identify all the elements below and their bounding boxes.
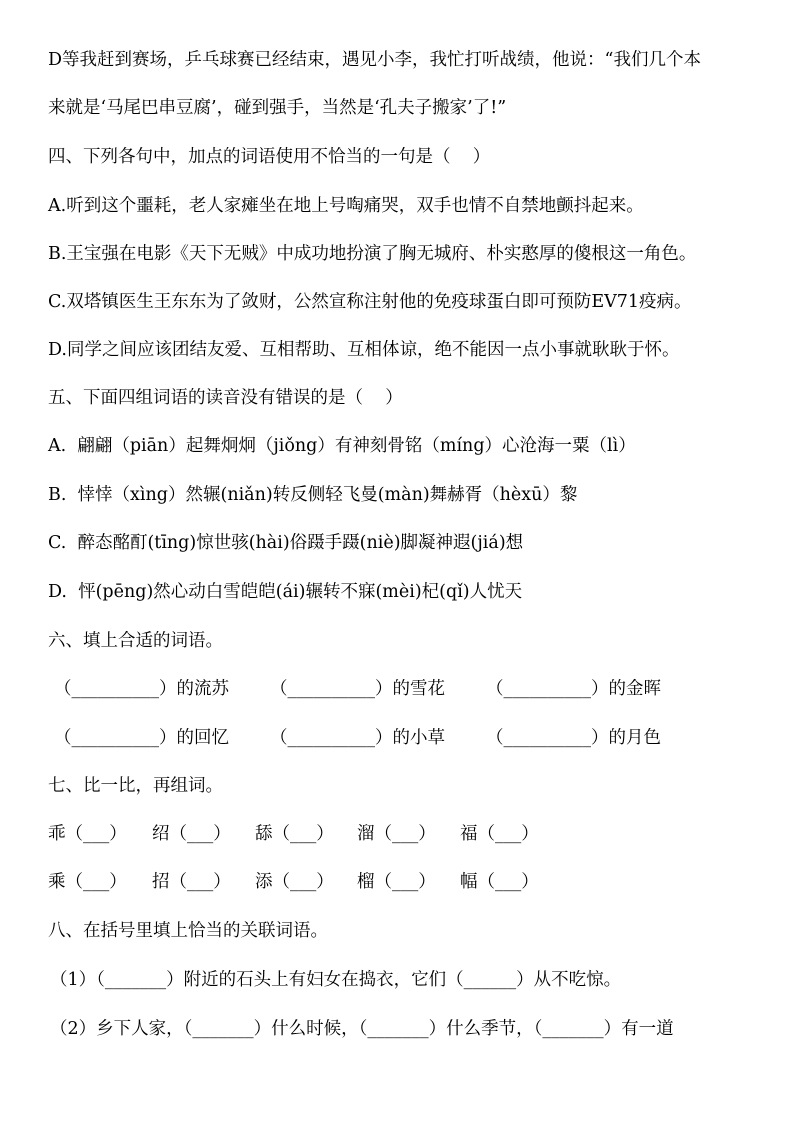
q7-item[interactable]: 绍（___） bbox=[152, 824, 231, 844]
q7-row-2 bbox=[48, 870, 758, 1038]
q4-option-d: D.同学之间应该团结友爱、互相帮助、互相体谅，绝不能因一点小事就耿耿于怀。 bbox=[48, 340, 680, 360]
q7-item[interactable]: 舔（___） bbox=[255, 824, 334, 844]
q7-item[interactable]: 招（___） bbox=[152, 872, 231, 892]
q4-option-a: A.听到这个噩耗，老人家瘫坐在地上号啕痛哭，双手也情不自禁地颤抖起来。 bbox=[48, 196, 644, 216]
q5-option-a: A. 翩翩（piān）起舞炯炯（jiǒng）有神刻骨铭（míng）心沧海一粟（lì） bbox=[48, 436, 636, 456]
q5-option-b: B. 悻悻（xìng）然辗(niǎn)转反侧轻飞曼(màn)舞赫胥（hèxū）黎 bbox=[48, 485, 578, 505]
q8-title: 八、在括号里填上恰当的关联词语。 bbox=[48, 921, 328, 941]
q7-item[interactable]: 福（___） bbox=[460, 824, 539, 844]
q5-option-d: D. 怦(pēng)然心动白雪皑皑(ái)辗转不寐(mèi)杞(qǐ)人忧天 bbox=[48, 582, 523, 602]
q6-blank[interactable]: （__________）的雪花 bbox=[270, 679, 445, 699]
q7-item[interactable]: 乘（___） bbox=[48, 872, 127, 892]
q6-title: 六、填上合适的词语。 bbox=[48, 631, 223, 651]
q4-option-c: C.双塔镇医生王东东为了敛财，公然宣称注射他的免疫球蛋白即可预防EV71疫病。 bbox=[48, 292, 692, 312]
q7-item[interactable]: 幅（___） bbox=[460, 872, 539, 892]
q4-title: 四、下列各句中，加点的词语使用不恰当的一句是（ ） bbox=[48, 147, 491, 167]
q3-option-d-line2: 来就是‘马尾巴串豆腐’，碰到强手，当然是‘孔夫子搬家’了!” bbox=[48, 98, 507, 118]
q6-blank[interactable]: （__________）的小草 bbox=[270, 728, 445, 748]
q7-title: 七、比一比，再组词。 bbox=[48, 776, 223, 796]
q8-item-2[interactable]: （2）乡下人家，（_______）什么时候，（_______）什么季节，（_______）有一道 bbox=[50, 1019, 674, 1039]
q7-item[interactable]: 乖（___） bbox=[48, 824, 127, 844]
q6-blank[interactable]: （__________）的金晖 bbox=[486, 679, 661, 699]
q3-option-d-line1: D等我赶到赛场，乒乓球赛已经结束，遇见小李，我忙打听战绩，他说：“我们几个本 bbox=[48, 50, 701, 70]
q6-blank[interactable]: （__________）的月色 bbox=[486, 728, 661, 748]
q8-item-1[interactable]: （1）（_______）附近的石头上有妇女在捣衣，它们（______）从不吃惊。 bbox=[50, 970, 622, 990]
q5-option-c: C. 醉态酩酊(tīng)惊世骇(hài)俗蹑手蹑(niè)脚凝神遐(jiá)想 bbox=[48, 533, 524, 553]
q7-item[interactable]: 添（___） bbox=[255, 872, 334, 892]
q4-option-b: B.王宝强在电影《天下无贼》中成功地扮演了胸无城府、朴实憨厚的傻根这一角色。 bbox=[48, 244, 697, 264]
q6-blank[interactable]: （__________）的回忆 bbox=[54, 728, 229, 748]
q5-title: 五、下面四组词语的读音没有错误的是（ ） bbox=[48, 388, 403, 408]
q7-item[interactable]: 溜（___） bbox=[357, 824, 436, 844]
q6-blank[interactable]: （__________）的流苏 bbox=[54, 679, 229, 699]
q7-item[interactable]: 榴（___） bbox=[357, 872, 436, 892]
